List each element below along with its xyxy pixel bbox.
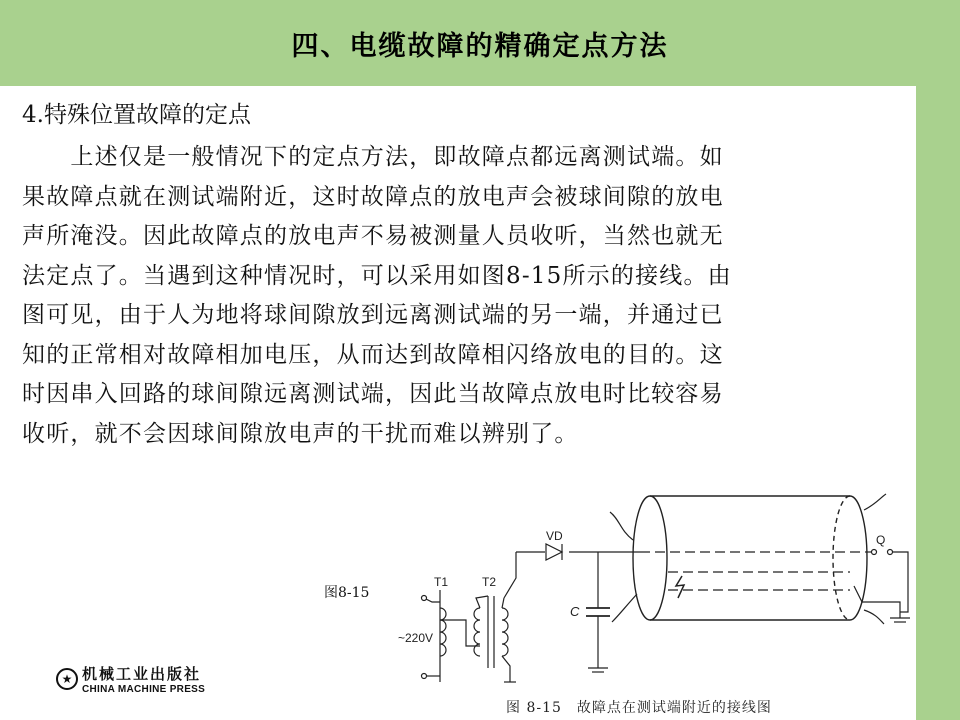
diode-vd-icon (546, 544, 562, 560)
publisher-name-block (82, 663, 205, 695)
cable-conductors (640, 552, 865, 598)
paragraph-line: 图可见，由于人为地将球间隙放到远离测试端的另一端，并通过已 (22, 302, 724, 328)
cable-right-bottom-wire (864, 610, 884, 624)
paragraph-line: 上述仅是一般情况下的定点方法，即故障点都远离测试端。如 (22, 144, 724, 170)
wire-diode-to-t2 (504, 552, 516, 598)
section-subheading: 4.特殊位置故障的定点 (22, 102, 251, 128)
cable-far-end-hidden (833, 496, 850, 620)
figure-caption: 图 8-15 故障点在测试端附近的接线图 (506, 700, 772, 716)
label-voltage: ~220V (398, 631, 434, 645)
title-bar (0, 0, 960, 86)
cable-left-bottom-wire (612, 594, 637, 622)
slide-title: 四、电缆故障的精确定点方法 (291, 30, 669, 62)
body-paragraph (22, 138, 878, 454)
supply-wiring (504, 512, 640, 672)
paragraph-line: 声所淹没。因此故障点的放电声不易被测量人员收听，当然也就无 (22, 223, 724, 249)
publisher-star-icon: ★ (56, 668, 78, 690)
paragraph-line: 果故障点就在测试端附近，这时故障点的放电声会被球间隙的放电 (22, 183, 724, 210)
side-accent-bar (916, 0, 960, 720)
figure-reference-label: 图8-15 (324, 585, 370, 601)
label-q: Q (876, 533, 886, 547)
paragraph-line: 收听，就不会因球间隙放电声的干扰而难以辨别了。 (22, 420, 579, 447)
wiring-diagram (380, 490, 916, 720)
cable-left-top-wire (610, 512, 633, 540)
q-terminal-1 (872, 550, 877, 555)
cable-cylinder (633, 496, 867, 620)
label-c: C (570, 604, 580, 619)
q-terminal-2 (888, 550, 893, 555)
label-t1: T1 (434, 575, 449, 589)
paragraph-line: 法定点了。当遇到这种情况时，可以采用如图8-15所示的接线。由 (22, 262, 732, 289)
cable-near-end (633, 496, 667, 620)
label-t2: T2 (482, 575, 497, 589)
fault-spark-icon (676, 576, 684, 598)
transformer-t2 (440, 596, 516, 682)
far-end-ground-lead (854, 586, 900, 618)
label-vd: VD (546, 529, 563, 543)
paragraph-line: 知的正常相对故障相加电压，从而达到故障相闪络放电的目的。这 (22, 341, 724, 368)
publisher-logo (56, 663, 205, 695)
cable-right-top-wire (864, 494, 886, 510)
publisher-name-en: CHINA MACHINE PRESS (82, 684, 206, 695)
paragraph-line: 时因串入回路的球间隙远离测试端，因此当故障点放电时比较容易 (22, 381, 724, 407)
publisher-name-cn: 机械工业出版社 (82, 665, 202, 683)
